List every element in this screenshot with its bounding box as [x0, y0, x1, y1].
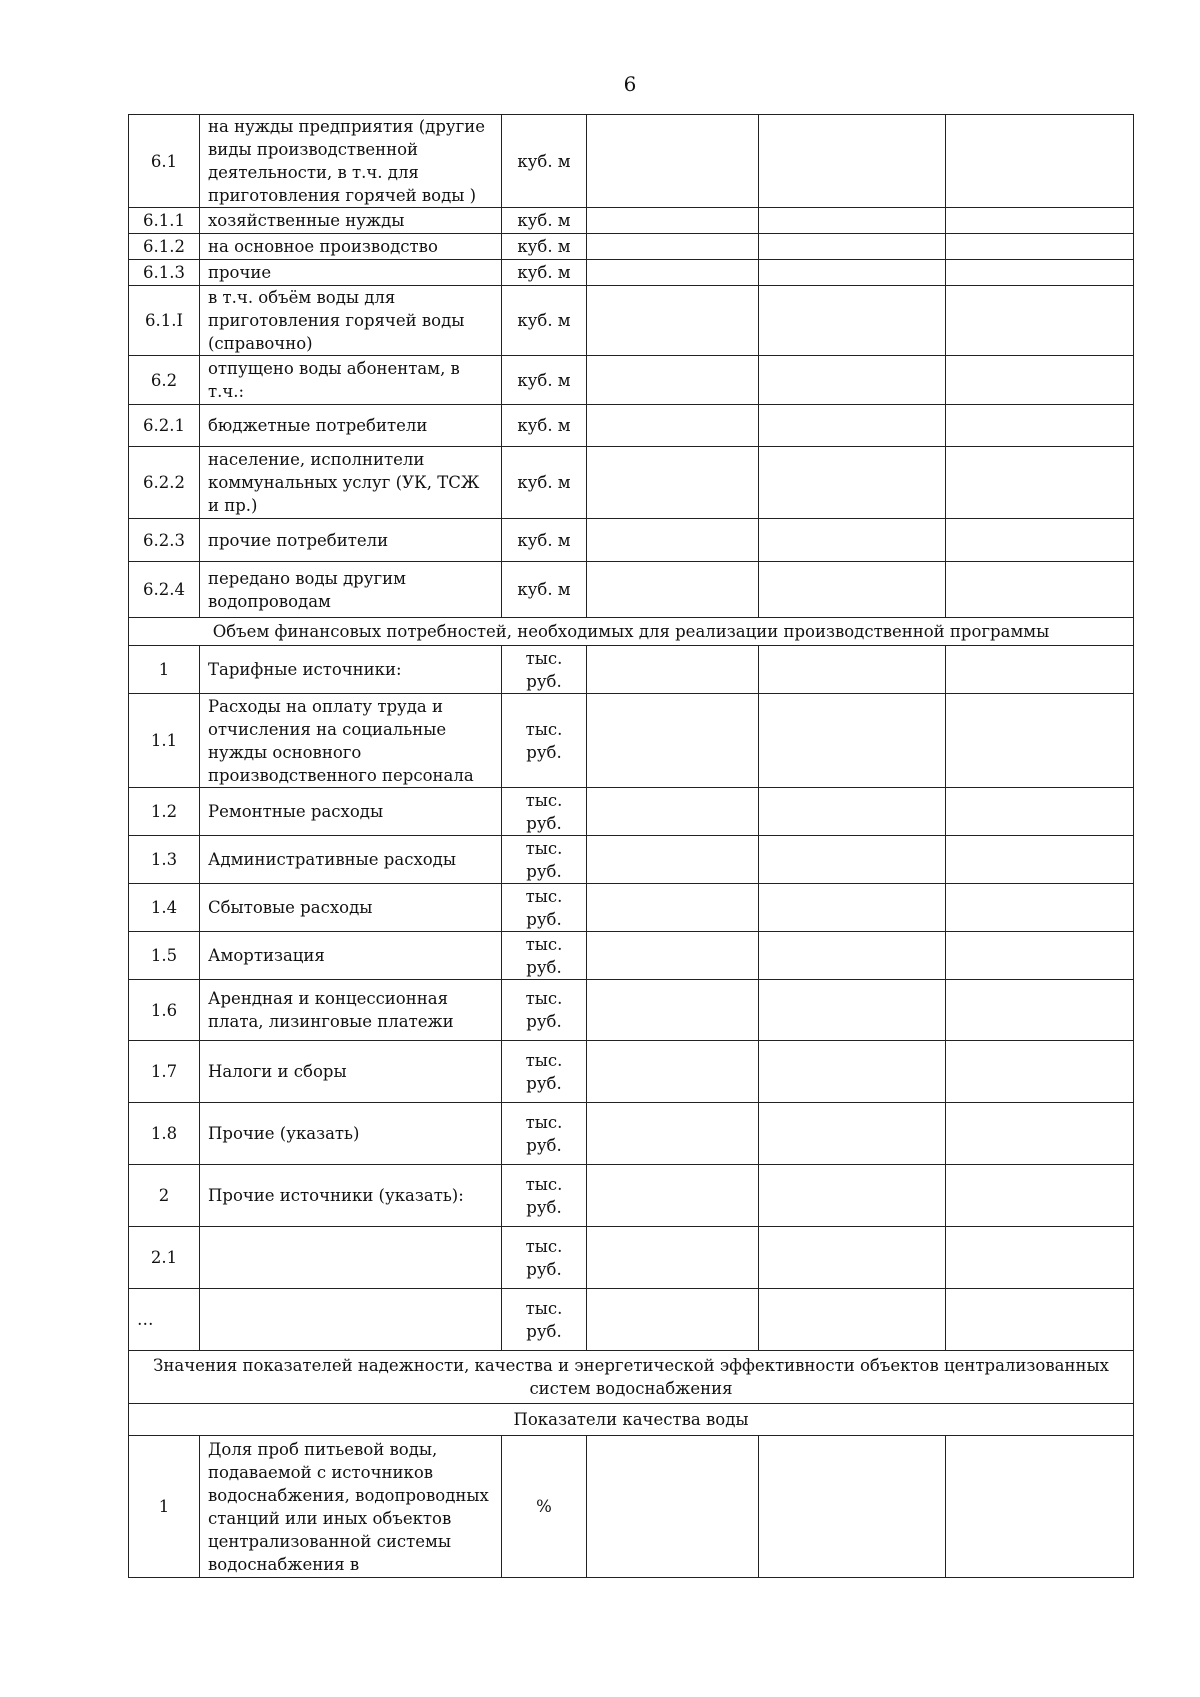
row-unit: % — [502, 1436, 587, 1578]
row-unit: куб. м — [502, 447, 587, 519]
table-row — [129, 836, 1134, 884]
row-unit: тыс. руб. — [502, 646, 587, 694]
table-row — [129, 286, 1134, 356]
table-row — [129, 1165, 1134, 1227]
table-row — [129, 208, 1134, 234]
value-cell — [946, 208, 1134, 234]
row-unit: тыс. руб. — [502, 932, 587, 980]
row-unit: тыс. руб. — [502, 694, 587, 788]
value-cell — [587, 234, 759, 260]
value-cell — [946, 115, 1134, 208]
value-cell — [759, 115, 946, 208]
row-unit: тыс. руб. — [502, 836, 587, 884]
table-row — [129, 1041, 1134, 1103]
value-cell — [587, 260, 759, 286]
value-cell — [587, 562, 759, 618]
value-cell — [946, 884, 1134, 932]
section-heading-finance: Объем финансовых потребностей, необходимых для реализации производственной программы — [129, 618, 1134, 646]
row-unit: тыс. руб. — [502, 788, 587, 836]
value-cell — [587, 1227, 759, 1289]
table-row — [129, 447, 1134, 519]
table-row — [129, 884, 1134, 932]
value-cell — [946, 519, 1134, 562]
value-cell — [587, 932, 759, 980]
value-cell — [759, 208, 946, 234]
row-number: 1.4 — [129, 884, 200, 932]
value-cell — [946, 562, 1134, 618]
row-name: отпущено воды абонентам, в т.ч.: — [200, 356, 502, 405]
row-unit: куб. м — [502, 405, 587, 447]
row-name: Расходы на оплату труда и отчисления на социальные нужды основного производственного персонала — [200, 694, 502, 788]
value-cell — [946, 694, 1134, 788]
row-unit: тыс. руб. — [502, 1041, 587, 1103]
value-cell — [946, 286, 1134, 356]
value-cell — [946, 356, 1134, 405]
value-cell — [946, 234, 1134, 260]
row-name: бюджетные потребители — [200, 405, 502, 447]
row-unit: куб. м — [502, 260, 587, 286]
value-cell — [587, 646, 759, 694]
row-number: 6.1.1 — [129, 208, 200, 234]
value-cell — [759, 1041, 946, 1103]
table-row — [129, 1103, 1134, 1165]
section-heading-water-quality: Показатели качества воды — [129, 1404, 1134, 1436]
row-number: 6.2.2 — [129, 447, 200, 519]
row-unit: тыс. руб. — [502, 1289, 587, 1351]
row-unit: тыс. руб. — [502, 1165, 587, 1227]
value-cell — [759, 562, 946, 618]
row-unit: куб. м — [502, 562, 587, 618]
table-row — [129, 115, 1134, 208]
row-name: передано воды другим водопроводам — [200, 562, 502, 618]
value-cell — [587, 1041, 759, 1103]
value-cell — [759, 1289, 946, 1351]
section-row — [129, 1404, 1134, 1436]
value-cell — [946, 932, 1134, 980]
table-row — [129, 694, 1134, 788]
row-number: 6.1.3 — [129, 260, 200, 286]
value-cell — [759, 1227, 946, 1289]
value-cell — [759, 356, 946, 405]
row-name: Сбытовые расходы — [200, 884, 502, 932]
value-cell — [759, 286, 946, 356]
row-number: … — [129, 1289, 200, 1351]
row-number: 2 — [129, 1165, 200, 1227]
value-cell — [759, 260, 946, 286]
row-number: 6.2.1 — [129, 405, 200, 447]
table-row — [129, 405, 1134, 447]
value-cell — [759, 1103, 946, 1165]
row-name: Прочие (указать) — [200, 1103, 502, 1165]
value-cell — [759, 980, 946, 1041]
row-name: Прочие источники (указать): — [200, 1165, 502, 1227]
value-cell — [946, 447, 1134, 519]
value-cell — [946, 646, 1134, 694]
row-number: 6.2.4 — [129, 562, 200, 618]
value-cell — [759, 694, 946, 788]
row-name — [200, 1289, 502, 1351]
row-number: 1.5 — [129, 932, 200, 980]
production-program-table — [128, 114, 1134, 1578]
value-cell — [587, 788, 759, 836]
row-number: 1 — [129, 646, 200, 694]
value-cell — [759, 788, 946, 836]
value-cell — [759, 646, 946, 694]
table-row — [129, 562, 1134, 618]
table-row — [129, 788, 1134, 836]
row-unit: куб. м — [502, 208, 587, 234]
value-cell — [587, 980, 759, 1041]
row-number: 6.2.3 — [129, 519, 200, 562]
value-cell — [946, 260, 1134, 286]
row-name: на основное производство — [200, 234, 502, 260]
value-cell — [587, 519, 759, 562]
table-row — [129, 519, 1134, 562]
row-number: 2.1 — [129, 1227, 200, 1289]
value-cell — [946, 788, 1134, 836]
row-unit: тыс. руб. — [502, 1103, 587, 1165]
value-cell — [759, 1165, 946, 1227]
row-name: Доля проб питьевой воды, подаваемой с источников водоснабжения, водопроводных станций или иных объектов централизованной системы водоснабжения в — [200, 1436, 502, 1578]
row-number: 1.8 — [129, 1103, 200, 1165]
section-row — [129, 618, 1134, 646]
value-cell — [587, 405, 759, 447]
table-row — [129, 1227, 1134, 1289]
row-name: Арендная и концессионная плата, лизинговые платежи — [200, 980, 502, 1041]
row-number: 6.2 — [129, 356, 200, 405]
row-number: 1.1 — [129, 694, 200, 788]
row-name: Ремонтные расходы — [200, 788, 502, 836]
row-name: прочие — [200, 260, 502, 286]
value-cell — [759, 884, 946, 932]
value-cell — [759, 234, 946, 260]
row-name: хозяйственные нужды — [200, 208, 502, 234]
value-cell — [759, 932, 946, 980]
table-row — [129, 356, 1134, 405]
value-cell — [759, 1436, 946, 1578]
value-cell — [946, 1436, 1134, 1578]
value-cell — [759, 519, 946, 562]
row-unit: куб. м — [502, 356, 587, 405]
row-number: 1.3 — [129, 836, 200, 884]
row-name: население, исполнители коммунальных услуг (УК, ТСЖ и пр.) — [200, 447, 502, 519]
row-unit: куб. м — [502, 234, 587, 260]
table-row — [129, 932, 1134, 980]
row-name: Амортизация — [200, 932, 502, 980]
table-row — [129, 980, 1134, 1041]
row-number: 1 — [129, 1436, 200, 1578]
value-cell — [587, 884, 759, 932]
value-cell — [946, 405, 1134, 447]
row-unit: куб. м — [502, 286, 587, 356]
value-cell — [587, 1289, 759, 1351]
value-cell — [587, 208, 759, 234]
row-number: 1.2 — [129, 788, 200, 836]
section-row — [129, 1351, 1134, 1404]
value-cell — [946, 836, 1134, 884]
row-name — [200, 1227, 502, 1289]
value-cell — [587, 1436, 759, 1578]
value-cell — [587, 115, 759, 208]
row-name: прочие потребители — [200, 519, 502, 562]
value-cell — [587, 286, 759, 356]
value-cell — [946, 980, 1134, 1041]
row-unit: тыс. руб. — [502, 884, 587, 932]
value-cell — [587, 356, 759, 405]
row-number: 1.7 — [129, 1041, 200, 1103]
value-cell — [946, 1165, 1134, 1227]
row-unit: тыс. руб. — [502, 1227, 587, 1289]
row-unit: куб. м — [502, 115, 587, 208]
table-row — [129, 1436, 1134, 1578]
table-row — [129, 234, 1134, 260]
row-unit: куб. м — [502, 519, 587, 562]
table-row — [129, 646, 1134, 694]
row-number: 1.6 — [129, 980, 200, 1041]
value-cell — [587, 836, 759, 884]
section-heading-indicators: Значения показателей надежности, качества и энергетической эффективности объектов централизованных систем водоснабжения — [129, 1351, 1134, 1404]
value-cell — [587, 447, 759, 519]
row-number: 6.1.I — [129, 286, 200, 356]
value-cell — [759, 447, 946, 519]
value-cell — [946, 1041, 1134, 1103]
row-number: 6.1 — [129, 115, 200, 208]
value-cell — [946, 1289, 1134, 1351]
value-cell — [946, 1103, 1134, 1165]
row-name: Тарифные источники: — [200, 646, 502, 694]
table-row — [129, 1289, 1134, 1351]
table-row — [129, 260, 1134, 286]
row-name: Административные расходы — [200, 836, 502, 884]
value-cell — [759, 836, 946, 884]
value-cell — [587, 1165, 759, 1227]
page-number: 6 — [623, 72, 637, 96]
value-cell — [587, 1103, 759, 1165]
row-name: Налоги и сборы — [200, 1041, 502, 1103]
row-unit: тыс. руб. — [502, 980, 587, 1041]
row-name: на нужды предприятия (другие виды производственной деятельности, в т.ч. для приготовления горячей воды ) — [200, 115, 502, 208]
value-cell — [759, 405, 946, 447]
value-cell — [587, 694, 759, 788]
row-name: в т.ч. объём воды для приготовления горячей воды (справочно) — [200, 286, 502, 356]
row-number: 6.1.2 — [129, 234, 200, 260]
value-cell — [946, 1227, 1134, 1289]
